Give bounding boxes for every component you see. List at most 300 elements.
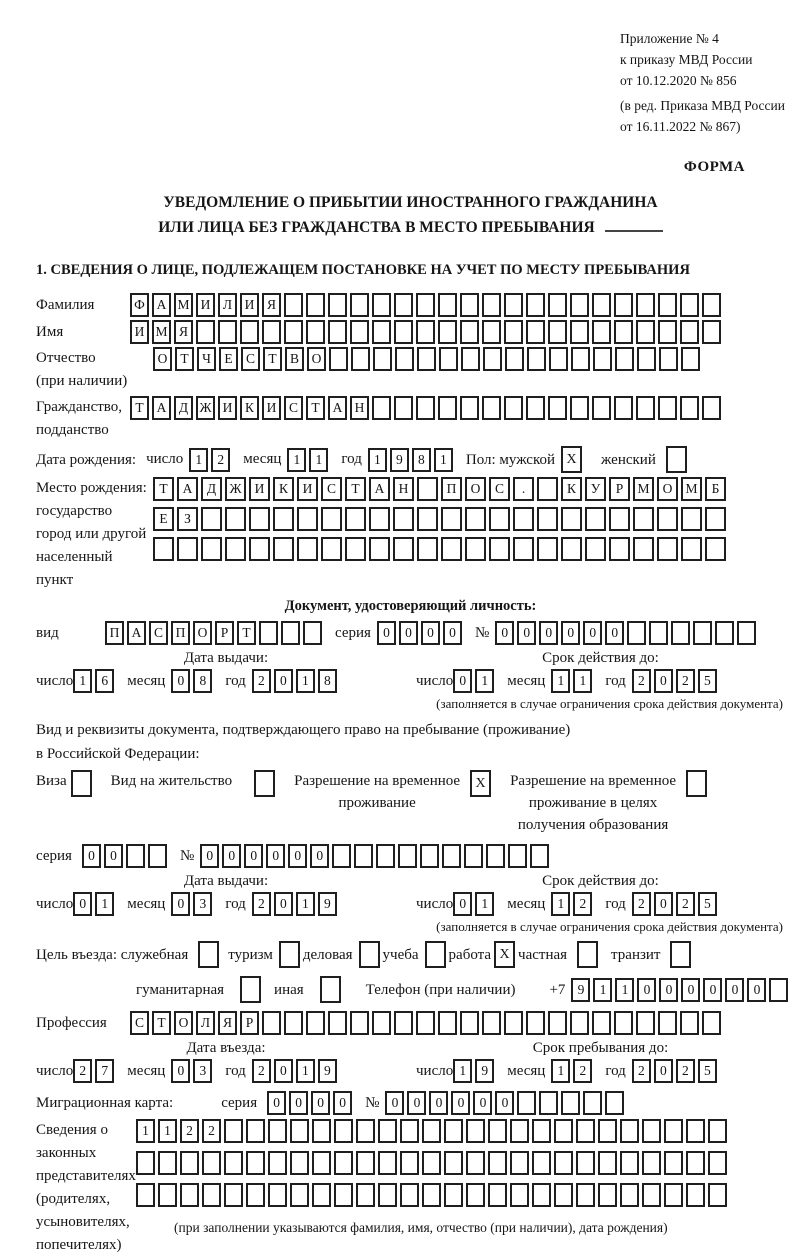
char-cell[interactable] [177, 537, 198, 561]
char-cell[interactable] [372, 293, 391, 317]
char-cell[interactable]: 2 [180, 1119, 199, 1143]
char-cell[interactable] [249, 537, 270, 561]
char-cell[interactable]: Р [240, 1011, 259, 1035]
char-cell[interactable]: Ж [225, 477, 246, 501]
char-cell[interactable] [592, 396, 611, 420]
char-cell[interactable] [417, 507, 438, 531]
char-cell[interactable] [312, 1119, 331, 1143]
char-cell[interactable] [465, 537, 486, 561]
char-cell[interactable] [554, 1151, 573, 1175]
char-cell[interactable] [482, 320, 501, 344]
char-cell[interactable] [585, 537, 606, 561]
char-cell[interactable] [636, 293, 655, 317]
char-cell[interactable]: М [152, 320, 171, 344]
char-cell[interactable] [334, 1151, 353, 1175]
char-cell[interactable]: 1 [296, 1059, 315, 1083]
char-cell[interactable]: 8 [193, 669, 212, 693]
char-cell[interactable] [180, 1183, 199, 1207]
char-cell[interactable] [417, 347, 436, 371]
char-cell[interactable] [702, 320, 721, 344]
char-cell[interactable] [526, 293, 545, 317]
char-cell[interactable] [158, 1151, 177, 1175]
char-cell[interactable]: 1 [475, 669, 494, 693]
char-cell[interactable] [554, 1119, 573, 1143]
char-cell[interactable]: 2 [573, 1059, 592, 1083]
char-cell[interactable] [394, 396, 413, 420]
char-cell[interactable] [393, 507, 414, 531]
char-cell[interactable]: 0 [274, 1059, 293, 1083]
char-cell[interactable] [537, 507, 558, 531]
char-cell[interactable] [489, 537, 510, 561]
char-cell[interactable] [686, 1119, 705, 1143]
char-cell[interactable]: 1 [453, 1059, 472, 1083]
char-cell[interactable]: 8 [318, 669, 337, 693]
char-cell[interactable] [438, 1011, 457, 1035]
char-cell[interactable]: 0 [583, 621, 602, 645]
char-cell[interactable] [420, 844, 439, 868]
char-cell[interactable]: Я [174, 320, 193, 344]
char-cell[interactable] [400, 1183, 419, 1207]
char-cell[interactable] [400, 1119, 419, 1143]
char-cell[interactable] [438, 396, 457, 420]
char-cell[interactable] [225, 537, 246, 561]
char-cell[interactable] [537, 537, 558, 561]
char-cell[interactable]: 0 [443, 621, 462, 645]
char-cell[interactable] [268, 1183, 287, 1207]
char-cell[interactable]: Т [263, 347, 282, 371]
char-cell[interactable] [442, 844, 461, 868]
char-cell[interactable] [570, 320, 589, 344]
char-cell[interactable] [394, 293, 413, 317]
char-cell[interactable]: X [494, 941, 515, 968]
char-cell[interactable] [537, 477, 558, 501]
char-cell[interactable] [504, 293, 523, 317]
char-cell[interactable]: Р [609, 477, 630, 501]
char-cell[interactable] [593, 347, 612, 371]
char-cell[interactable] [417, 477, 438, 501]
char-cell[interactable]: Т [306, 396, 325, 420]
char-cell[interactable] [504, 396, 523, 420]
char-cell[interactable]: 0 [421, 621, 440, 645]
char-cell[interactable] [196, 320, 215, 344]
char-cell[interactable] [627, 621, 646, 645]
char-cell[interactable] [281, 621, 300, 645]
char-cell[interactable] [693, 621, 712, 645]
char-cell[interactable] [350, 320, 369, 344]
char-cell[interactable]: 2 [202, 1119, 221, 1143]
char-cell[interactable] [158, 1183, 177, 1207]
char-cell[interactable]: Я [218, 1011, 237, 1035]
char-cell[interactable]: 2 [676, 1059, 695, 1083]
char-cell[interactable]: 5 [698, 669, 717, 693]
char-cell[interactable]: А [177, 477, 198, 501]
char-cell[interactable] [620, 1119, 639, 1143]
char-cell[interactable] [136, 1183, 155, 1207]
char-cell[interactable]: 1 [368, 448, 387, 472]
char-cell[interactable] [378, 1151, 397, 1175]
char-cell[interactable] [290, 1119, 309, 1143]
char-cell[interactable]: 1 [551, 892, 570, 916]
char-cell[interactable]: 0 [453, 669, 472, 693]
char-cell[interactable] [510, 1183, 529, 1207]
char-cell[interactable]: 1 [296, 669, 315, 693]
char-cell[interactable] [620, 1183, 639, 1207]
char-cell[interactable] [460, 396, 479, 420]
char-cell[interactable] [224, 1151, 243, 1175]
char-cell[interactable]: 1 [189, 448, 208, 472]
char-cell[interactable] [444, 1183, 463, 1207]
char-cell[interactable] [460, 320, 479, 344]
char-cell[interactable] [561, 507, 582, 531]
char-cell[interactable]: 2 [632, 1059, 651, 1083]
char-cell[interactable] [636, 1011, 655, 1035]
char-cell[interactable]: О [174, 1011, 193, 1035]
char-cell[interactable]: X [561, 446, 582, 473]
char-cell[interactable] [354, 844, 373, 868]
char-cell[interactable]: 2 [676, 669, 695, 693]
char-cell[interactable] [658, 396, 677, 420]
char-cell[interactable] [334, 1183, 353, 1207]
char-cell[interactable] [664, 1151, 683, 1175]
char-cell[interactable] [328, 1011, 347, 1035]
char-cell[interactable] [576, 1183, 595, 1207]
char-cell[interactable]: С [284, 396, 303, 420]
char-cell[interactable] [279, 941, 300, 968]
char-cell[interactable]: А [369, 477, 390, 501]
char-cell[interactable] [527, 347, 546, 371]
char-cell[interactable]: 0 [171, 1059, 190, 1083]
char-cell[interactable]: М [174, 293, 193, 317]
char-cell[interactable]: 0 [82, 844, 101, 868]
char-cell[interactable] [642, 1151, 661, 1175]
char-cell[interactable]: 0 [385, 1091, 404, 1115]
char-cell[interactable] [284, 320, 303, 344]
char-cell[interactable]: 0 [311, 1091, 330, 1115]
char-cell[interactable] [482, 1011, 501, 1035]
char-cell[interactable] [570, 293, 589, 317]
char-cell[interactable] [576, 1119, 595, 1143]
char-cell[interactable] [642, 1119, 661, 1143]
char-cell[interactable] [153, 537, 174, 561]
char-cell[interactable] [466, 1119, 485, 1143]
char-cell[interactable]: Л [196, 1011, 215, 1035]
char-cell[interactable]: 1 [551, 669, 570, 693]
char-cell[interactable]: А [127, 621, 146, 645]
char-cell[interactable] [359, 941, 380, 968]
char-cell[interactable]: 9 [475, 1059, 494, 1083]
char-cell[interactable]: 0 [407, 1091, 426, 1115]
char-cell[interactable] [658, 320, 677, 344]
char-cell[interactable] [686, 1183, 705, 1207]
char-cell[interactable]: О [153, 347, 172, 371]
char-cell[interactable] [592, 293, 611, 317]
char-cell[interactable] [548, 293, 567, 317]
char-cell[interactable]: 9 [318, 892, 337, 916]
char-cell[interactable]: 0 [171, 669, 190, 693]
char-cell[interactable]: Ч [197, 347, 216, 371]
char-cell[interactable]: К [240, 396, 259, 420]
char-cell[interactable] [737, 621, 756, 645]
char-cell[interactable]: О [657, 477, 678, 501]
char-cell[interactable] [439, 347, 458, 371]
char-cell[interactable]: 2 [252, 892, 271, 916]
char-cell[interactable] [312, 1151, 331, 1175]
char-cell[interactable]: 0 [171, 892, 190, 916]
char-cell[interactable]: 0 [654, 669, 673, 693]
char-cell[interactable]: Н [350, 396, 369, 420]
char-cell[interactable] [400, 1151, 419, 1175]
char-cell[interactable] [148, 844, 167, 868]
char-cell[interactable] [378, 1183, 397, 1207]
char-cell[interactable]: 0 [605, 621, 624, 645]
char-cell[interactable]: М [633, 477, 654, 501]
char-cell[interactable]: 1 [296, 892, 315, 916]
char-cell[interactable] [504, 1011, 523, 1035]
char-cell[interactable]: 2 [573, 892, 592, 916]
char-cell[interactable]: 5 [698, 1059, 717, 1083]
char-cell[interactable]: К [273, 477, 294, 501]
char-cell[interactable] [482, 396, 501, 420]
char-cell[interactable] [680, 396, 699, 420]
char-cell[interactable] [530, 844, 549, 868]
char-cell[interactable] [372, 396, 391, 420]
char-cell[interactable]: Т [130, 396, 149, 420]
char-cell[interactable] [513, 537, 534, 561]
char-cell[interactable] [268, 1151, 287, 1175]
char-cell[interactable] [548, 396, 567, 420]
char-cell[interactable] [441, 507, 462, 531]
char-cell[interactable] [464, 844, 483, 868]
char-cell[interactable]: П [441, 477, 462, 501]
char-cell[interactable] [681, 347, 700, 371]
char-cell[interactable] [598, 1119, 617, 1143]
char-cell[interactable] [438, 293, 457, 317]
char-cell[interactable] [659, 347, 678, 371]
char-cell[interactable] [262, 320, 281, 344]
char-cell[interactable] [583, 1091, 602, 1115]
char-cell[interactable] [284, 293, 303, 317]
char-cell[interactable]: И [130, 320, 149, 344]
char-cell[interactable]: 0 [310, 844, 329, 868]
char-cell[interactable]: 0 [274, 669, 293, 693]
char-cell[interactable] [614, 320, 633, 344]
char-cell[interactable]: П [171, 621, 190, 645]
char-cell[interactable]: С [321, 477, 342, 501]
char-cell[interactable]: И [297, 477, 318, 501]
char-cell[interactable]: 0 [289, 1091, 308, 1115]
char-cell[interactable]: А [152, 396, 171, 420]
char-cell[interactable]: 0 [288, 844, 307, 868]
char-cell[interactable]: Т [175, 347, 194, 371]
char-cell[interactable]: О [307, 347, 326, 371]
char-cell[interactable]: У [585, 477, 606, 501]
char-cell[interactable] [394, 1011, 413, 1035]
char-cell[interactable] [664, 1183, 683, 1207]
char-cell[interactable] [532, 1151, 551, 1175]
char-cell[interactable]: 9 [318, 1059, 337, 1083]
char-cell[interactable] [416, 396, 435, 420]
char-cell[interactable] [376, 844, 395, 868]
char-cell[interactable]: 1 [136, 1119, 155, 1143]
char-cell[interactable] [488, 1119, 507, 1143]
char-cell[interactable] [526, 1011, 545, 1035]
char-cell[interactable]: 0 [244, 844, 263, 868]
char-cell[interactable] [126, 844, 145, 868]
char-cell[interactable] [488, 1183, 507, 1207]
char-cell[interactable] [664, 1119, 683, 1143]
char-cell[interactable] [636, 320, 655, 344]
char-cell[interactable]: 1 [551, 1059, 570, 1083]
char-cell[interactable] [702, 1011, 721, 1035]
char-cell[interactable] [705, 537, 726, 561]
char-cell[interactable] [378, 1119, 397, 1143]
char-cell[interactable] [268, 1119, 287, 1143]
char-cell[interactable] [422, 1151, 441, 1175]
char-cell[interactable] [592, 320, 611, 344]
char-cell[interactable]: 3 [193, 1059, 212, 1083]
char-cell[interactable]: 9 [390, 448, 409, 472]
char-cell[interactable] [769, 978, 788, 1002]
char-cell[interactable]: П [105, 621, 124, 645]
char-cell[interactable]: 7 [95, 1059, 114, 1083]
char-cell[interactable] [373, 347, 392, 371]
char-cell[interactable]: И [249, 477, 270, 501]
char-cell[interactable]: 1 [73, 669, 92, 693]
char-cell[interactable] [306, 293, 325, 317]
char-cell[interactable] [246, 1151, 265, 1175]
char-cell[interactable] [416, 320, 435, 344]
char-cell[interactable] [609, 507, 630, 531]
char-cell[interactable]: З [177, 507, 198, 531]
char-cell[interactable]: 1 [573, 669, 592, 693]
char-cell[interactable] [702, 293, 721, 317]
char-cell[interactable] [332, 844, 351, 868]
char-cell[interactable] [356, 1151, 375, 1175]
char-cell[interactable] [505, 347, 524, 371]
char-cell[interactable] [460, 1011, 479, 1035]
char-cell[interactable] [526, 396, 545, 420]
char-cell[interactable] [657, 537, 678, 561]
char-cell[interactable] [461, 347, 480, 371]
char-cell[interactable]: Ф [130, 293, 149, 317]
char-cell[interactable]: 0 [399, 621, 418, 645]
char-cell[interactable]: 0 [747, 978, 766, 1002]
char-cell[interactable]: Д [174, 396, 193, 420]
char-cell[interactable] [202, 1151, 221, 1175]
char-cell[interactable] [303, 621, 322, 645]
char-cell[interactable]: . [513, 477, 534, 501]
char-cell[interactable]: 0 [200, 844, 219, 868]
char-cell[interactable] [548, 320, 567, 344]
char-cell[interactable] [576, 1151, 595, 1175]
char-cell[interactable] [249, 507, 270, 531]
char-cell[interactable] [422, 1119, 441, 1143]
char-cell[interactable] [686, 770, 707, 797]
char-cell[interactable] [614, 396, 633, 420]
char-cell[interactable]: 1 [309, 448, 328, 472]
char-cell[interactable]: 8 [412, 448, 431, 472]
char-cell[interactable] [571, 347, 590, 371]
char-cell[interactable]: 5 [698, 892, 717, 916]
char-cell[interactable] [328, 293, 347, 317]
char-cell[interactable] [306, 320, 325, 344]
char-cell[interactable] [254, 770, 275, 797]
char-cell[interactable] [570, 1011, 589, 1035]
char-cell[interactable] [273, 507, 294, 531]
char-cell[interactable] [614, 1011, 633, 1035]
char-cell[interactable]: 0 [561, 621, 580, 645]
char-cell[interactable] [297, 537, 318, 561]
char-cell[interactable]: X [470, 770, 491, 797]
char-cell[interactable] [570, 396, 589, 420]
char-cell[interactable] [438, 320, 457, 344]
char-cell[interactable]: 0 [725, 978, 744, 1002]
char-cell[interactable] [290, 1183, 309, 1207]
char-cell[interactable] [345, 537, 366, 561]
char-cell[interactable]: Д [201, 477, 222, 501]
char-cell[interactable]: Р [215, 621, 234, 645]
char-cell[interactable] [561, 537, 582, 561]
char-cell[interactable]: Л [218, 293, 237, 317]
char-cell[interactable] [321, 507, 342, 531]
char-cell[interactable]: 1 [593, 978, 612, 1002]
char-cell[interactable] [526, 320, 545, 344]
char-cell[interactable] [444, 1119, 463, 1143]
char-cell[interactable] [637, 347, 656, 371]
char-cell[interactable]: 0 [377, 621, 396, 645]
char-cell[interactable]: 2 [252, 1059, 271, 1083]
char-cell[interactable] [680, 1011, 699, 1035]
char-cell[interactable] [592, 1011, 611, 1035]
char-cell[interactable] [372, 1011, 391, 1035]
char-cell[interactable]: 0 [495, 621, 514, 645]
char-cell[interactable] [201, 537, 222, 561]
char-cell[interactable] [615, 347, 634, 371]
char-cell[interactable]: Ж [196, 396, 215, 420]
char-cell[interactable] [201, 507, 222, 531]
char-cell[interactable] [680, 293, 699, 317]
char-cell[interactable]: И [240, 293, 259, 317]
char-cell[interactable]: 1 [615, 978, 634, 1002]
char-cell[interactable]: 2 [676, 892, 695, 916]
char-cell[interactable]: К [561, 477, 582, 501]
char-cell[interactable]: 0 [429, 1091, 448, 1115]
char-cell[interactable]: 6 [95, 669, 114, 693]
char-cell[interactable] [417, 537, 438, 561]
char-cell[interactable] [686, 1151, 705, 1175]
char-cell[interactable] [356, 1183, 375, 1207]
char-cell[interactable] [666, 446, 687, 473]
char-cell[interactable]: А [152, 293, 171, 317]
char-cell[interactable] [321, 537, 342, 561]
char-cell[interactable] [649, 621, 668, 645]
char-cell[interactable] [444, 1151, 463, 1175]
char-cell[interactable] [240, 320, 259, 344]
char-cell[interactable]: 2 [632, 892, 651, 916]
char-cell[interactable] [510, 1151, 529, 1175]
char-cell[interactable] [633, 507, 654, 531]
char-cell[interactable] [504, 320, 523, 344]
char-cell[interactable] [577, 941, 598, 968]
char-cell[interactable] [609, 537, 630, 561]
char-cell[interactable]: 2 [211, 448, 230, 472]
char-cell[interactable]: 2 [252, 669, 271, 693]
char-cell[interactable] [708, 1183, 727, 1207]
char-cell[interactable] [489, 507, 510, 531]
char-cell[interactable] [262, 1011, 281, 1035]
char-cell[interactable] [620, 1151, 639, 1175]
char-cell[interactable]: 0 [659, 978, 678, 1002]
